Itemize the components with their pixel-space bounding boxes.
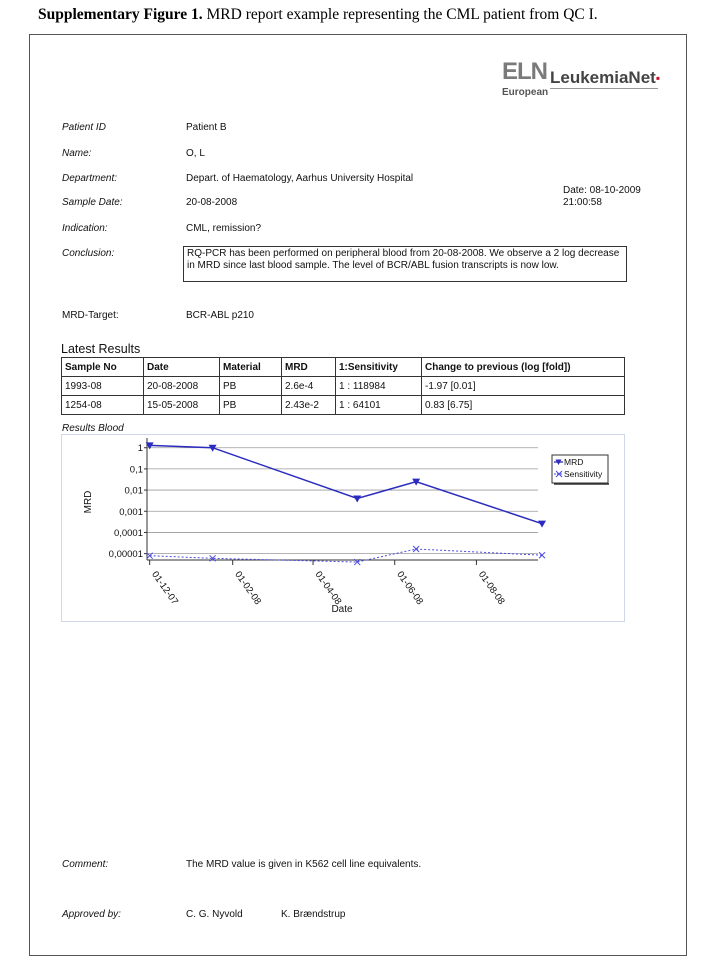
logo-name-text: LeukemiaNet bbox=[550, 68, 656, 87]
col-sample-no: Sample No bbox=[62, 358, 144, 377]
y-tick-label: 0,001 bbox=[119, 506, 143, 518]
col-date: Date bbox=[144, 358, 220, 377]
logo-name bbox=[550, 68, 660, 88]
name-label: Name: bbox=[62, 148, 92, 159]
mrd-point bbox=[538, 521, 546, 528]
cell: 1993-08 bbox=[62, 377, 144, 396]
cell: -1.97 [0.01] bbox=[422, 377, 625, 396]
cell: 1 : 118984 bbox=[336, 377, 422, 396]
logo-sub: European bbox=[502, 87, 549, 98]
table-header-row bbox=[62, 358, 625, 377]
mrd-target-value: BCR-ABL p210 bbox=[186, 310, 254, 321]
legend-label: Sensitivity bbox=[564, 469, 603, 479]
latest-results-table bbox=[61, 357, 625, 415]
indication-label: Indication: bbox=[62, 223, 108, 234]
report-date bbox=[563, 185, 641, 209]
cell: 15-05-2008 bbox=[144, 396, 220, 415]
conclusion-box: RQ-PCR has been performed on peripheral blood from 20-08-2008. We observe a 2 log decrease in MRD since last blood sample. The level of BCR/ABL fusion transcripts is now low. bbox=[183, 246, 627, 282]
logo-dot: ▪ bbox=[655, 71, 661, 85]
x-tick-label: 01-12-07 bbox=[149, 569, 181, 607]
approver-b: K. Brændstrup bbox=[281, 909, 346, 920]
department-value: Depart. of Haematology, Aarhus University Hospital bbox=[186, 173, 414, 184]
comment-value: The MRD value is given in K562 cell line equivalents. bbox=[186, 859, 422, 870]
approved-label: Approved by: bbox=[62, 909, 121, 920]
col-mrd: MRD bbox=[282, 358, 336, 377]
table-row bbox=[62, 396, 625, 415]
cell: 1254-08 bbox=[62, 396, 144, 415]
cell: PB bbox=[220, 396, 282, 415]
x-tick-label: 01-08-08 bbox=[475, 569, 507, 607]
y-tick-label: 1 bbox=[137, 443, 143, 455]
chart-title: Results Blood bbox=[62, 423, 124, 434]
eln-logo bbox=[502, 60, 662, 104]
x-tick-label: 01-02-08 bbox=[232, 569, 264, 607]
mrd-point bbox=[353, 496, 361, 503]
cell: 2.6e-4 bbox=[282, 377, 336, 396]
eln-mark: ELN bbox=[502, 58, 547, 85]
indication-value: CML, remission? bbox=[186, 223, 262, 234]
y-axis-label: MRD bbox=[83, 490, 94, 514]
cell: 1 : 64101 bbox=[336, 396, 422, 415]
logo-rule bbox=[550, 88, 658, 89]
x-axis-label: Date bbox=[331, 604, 353, 615]
name-value: O, L bbox=[186, 148, 205, 159]
caption-text: MRD report example representing the CML patient from QC I. bbox=[202, 6, 598, 23]
y-tick-label: 0,1 bbox=[129, 464, 143, 476]
col-sensitivity: 1:Sensitivity bbox=[336, 358, 422, 377]
report-date-line2: 21:00:58 bbox=[563, 197, 602, 208]
sensitivity-point bbox=[539, 552, 545, 558]
legend-label: MRD bbox=[564, 457, 584, 467]
mrd-chart bbox=[61, 434, 625, 622]
sample-date-label: Sample Date: bbox=[62, 197, 123, 208]
sample-date-value: 20-08-2008 bbox=[186, 197, 238, 208]
figure-caption bbox=[38, 6, 598, 24]
caption-bold: Supplementary Figure 1. bbox=[38, 6, 203, 23]
patient-id-label: Patient ID bbox=[62, 122, 106, 133]
y-tick-label: 0,0001 bbox=[113, 527, 143, 539]
patient-id-value: Patient B bbox=[186, 122, 227, 133]
latest-results-title: Latest Results bbox=[61, 342, 141, 356]
y-tick-label: 0,01 bbox=[124, 485, 143, 497]
x-tick-label: 01-04-08 bbox=[312, 569, 344, 607]
mrd-target-label: MRD-Target: bbox=[62, 310, 119, 321]
approver-a: C. G. Nyvold bbox=[186, 909, 243, 920]
x-tick-label: 01-06-08 bbox=[394, 569, 426, 607]
report-date-line1: Date: 08-10-2009 bbox=[563, 185, 641, 196]
cell: 0.83 [6.75] bbox=[422, 396, 625, 415]
cell: 2.43e-2 bbox=[282, 396, 336, 415]
conclusion-label: Conclusion: bbox=[62, 248, 115, 259]
y-tick-label: 0,00001 bbox=[108, 549, 143, 561]
comment-label: Comment: bbox=[62, 859, 109, 870]
department-label: Department: bbox=[62, 173, 118, 184]
table-row bbox=[62, 377, 625, 396]
cell: PB bbox=[220, 377, 282, 396]
chart-panel-border bbox=[62, 435, 625, 622]
col-material: Material bbox=[220, 358, 282, 377]
series-line-mrd bbox=[150, 445, 542, 523]
col-change: Change to previous (log [fold]) bbox=[422, 358, 625, 377]
chart-svg bbox=[61, 434, 625, 622]
cell: 20-08-2008 bbox=[144, 377, 220, 396]
